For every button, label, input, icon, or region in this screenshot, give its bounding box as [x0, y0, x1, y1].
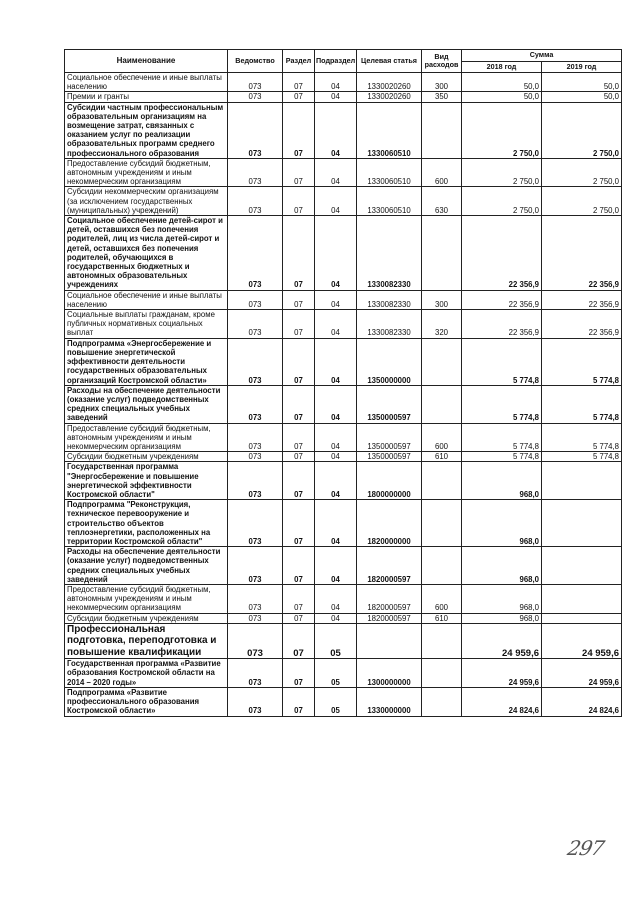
row-exp-type: 630 — [422, 187, 462, 216]
row-target: 1330082330 — [357, 216, 422, 291]
header-sum: Сумма — [462, 50, 622, 62]
row-sum-2018: 24 959,6 — [462, 659, 542, 688]
row-subsection: 04 — [315, 216, 357, 291]
row-sum-2018: 5 774,8 — [462, 338, 542, 385]
row-section: 07 — [283, 187, 315, 216]
row-sum-2019: 5 774,8 — [542, 338, 622, 385]
table-row — [65, 462, 622, 500]
row-sum-2018: 22 356,9 — [462, 290, 542, 309]
row-section: 07 — [283, 102, 315, 158]
row-subsection: 04 — [315, 187, 357, 216]
row-exp-type — [422, 338, 462, 385]
row-department: 073 — [228, 187, 283, 216]
row-name: Социальные выплаты гражданам, кроме публичных нормативных социальных выплат — [65, 310, 228, 339]
table-row — [65, 102, 622, 158]
row-sum-2019: 24 959,6 — [542, 659, 622, 688]
row-target: 1330020260 — [357, 92, 422, 102]
row-subsection: 05 — [315, 623, 357, 659]
table-row — [65, 500, 622, 547]
row-department: 073 — [228, 216, 283, 291]
table-row — [65, 187, 622, 216]
row-exp-type: 300 — [422, 73, 462, 92]
row-target: 1330020260 — [357, 73, 422, 92]
row-name: Предоставление субсидий бюджетным, автономным учреждениям и иным некоммерческим организациям — [65, 423, 228, 452]
row-exp-type: 600 — [422, 158, 462, 187]
row-subsection: 05 — [315, 687, 357, 716]
row-section: 07 — [283, 338, 315, 385]
row-exp-type: 610 — [422, 613, 462, 623]
row-section: 07 — [283, 547, 315, 585]
row-sum-2018: 2 750,0 — [462, 102, 542, 158]
row-exp-type — [422, 623, 462, 659]
row-department: 073 — [228, 423, 283, 452]
row-subsection: 04 — [315, 73, 357, 92]
row-exp-type: 610 — [422, 452, 462, 462]
row-section: 07 — [283, 290, 315, 309]
header-section: Раздел — [283, 50, 315, 73]
row-department: 073 — [228, 452, 283, 462]
row-department: 073 — [228, 338, 283, 385]
row-name: Социальное обеспечение и иные выплаты населению — [65, 290, 228, 309]
row-sum-2018: 968,0 — [462, 462, 542, 500]
row-sum-2019: 5 774,8 — [542, 423, 622, 452]
header-year-2019: 2019 год — [542, 61, 622, 73]
row-section: 07 — [283, 623, 315, 659]
page-number: 297 — [565, 836, 606, 860]
row-sum-2019 — [542, 500, 622, 547]
row-sum-2019: 24 824,6 — [542, 687, 622, 716]
row-department: 073 — [228, 500, 283, 547]
row-sum-2019: 2 750,0 — [542, 187, 622, 216]
header-department: Ведомство — [228, 50, 283, 73]
row-section: 07 — [283, 73, 315, 92]
table-row — [65, 158, 622, 187]
row-exp-type — [422, 462, 462, 500]
table-row — [65, 290, 622, 309]
row-exp-type: 320 — [422, 310, 462, 339]
row-section: 07 — [283, 92, 315, 102]
row-subsection: 04 — [315, 500, 357, 547]
row-section: 07 — [283, 423, 315, 452]
table-row — [65, 452, 622, 462]
row-subsection: 04 — [315, 547, 357, 585]
row-name: Подпрограмма "Реконструкция, техническое перевооружение и строительство объектов теплоэнергетики, расположенных на территории Костромской области" — [65, 500, 228, 547]
row-sum-2018: 5 774,8 — [462, 423, 542, 452]
row-sum-2019 — [542, 547, 622, 585]
row-subsection: 04 — [315, 423, 357, 452]
row-exp-type — [422, 659, 462, 688]
row-target: 1330060510 — [357, 187, 422, 216]
header-year-2018: 2018 год — [462, 61, 542, 73]
row-name: Государственная программа «Развитие образования Костромской области на 2014 – 2020 годы» — [65, 659, 228, 688]
row-sum-2018: 50,0 — [462, 92, 542, 102]
row-sum-2019 — [542, 462, 622, 500]
row-subsection: 04 — [315, 452, 357, 462]
row-sum-2019 — [542, 613, 622, 623]
row-sum-2019: 5 774,8 — [542, 452, 622, 462]
row-sum-2018: 22 356,9 — [462, 310, 542, 339]
row-department: 073 — [228, 385, 283, 423]
row-section: 07 — [283, 500, 315, 547]
header-subsection: Подраздел — [315, 50, 357, 73]
row-name: Расходы на обеспечение деятельности (оказание услуг) подведомственных средних специальных учебных заведений — [65, 547, 228, 585]
row-exp-type — [422, 500, 462, 547]
header-target: Целевая статья — [357, 50, 422, 73]
row-department: 073 — [228, 462, 283, 500]
row-department: 073 — [228, 310, 283, 339]
row-target: 1330060510 — [357, 102, 422, 158]
row-section: 07 — [283, 452, 315, 462]
row-exp-type — [422, 102, 462, 158]
row-target: 1330082330 — [357, 290, 422, 309]
row-department: 073 — [228, 659, 283, 688]
row-target — [357, 623, 422, 659]
row-sum-2019: 50,0 — [542, 73, 622, 92]
row-target: 1820000597 — [357, 547, 422, 585]
row-sum-2019: 5 774,8 — [542, 385, 622, 423]
row-subsection: 04 — [315, 613, 357, 623]
row-sum-2018: 2 750,0 — [462, 158, 542, 187]
row-section: 07 — [283, 216, 315, 291]
row-sum-2019: 50,0 — [542, 92, 622, 102]
row-subsection: 04 — [315, 385, 357, 423]
table-row — [65, 584, 622, 613]
row-section: 07 — [283, 462, 315, 500]
row-exp-type: 600 — [422, 423, 462, 452]
row-sum-2019: 2 750,0 — [542, 158, 622, 187]
row-target: 1350000597 — [357, 385, 422, 423]
table-row — [65, 613, 622, 623]
row-section: 07 — [283, 613, 315, 623]
table-row — [65, 216, 622, 291]
table-row — [65, 73, 622, 92]
table-row — [65, 547, 622, 585]
row-subsection: 04 — [315, 584, 357, 613]
row-sum-2019: 22 356,9 — [542, 290, 622, 309]
table-row — [65, 623, 622, 659]
row-target: 1350000000 — [357, 338, 422, 385]
row-name: Субсидии частным профессиональным образовательным организациям на возмещение затрат, связанных с оказанием услуг по реализации образовательных программ среднего профессионального образования — [65, 102, 228, 158]
row-subsection: 04 — [315, 92, 357, 102]
row-exp-type: 350 — [422, 92, 462, 102]
header-name: Наименование — [65, 50, 228, 73]
row-sum-2018: 968,0 — [462, 584, 542, 613]
row-name: Социальное обеспечение детей-сирот и детей, оставшихся без попечения родителей, лиц из числа детей-сирот и детей, оставшихся без попечения родителей, обучающихся в государственных бюджетных и автономных образовательных учреждениях — [65, 216, 228, 291]
row-target: 1820000597 — [357, 613, 422, 623]
row-target: 1350000597 — [357, 452, 422, 462]
row-sum-2018: 968,0 — [462, 547, 542, 585]
row-sum-2019: 22 356,9 — [542, 216, 622, 291]
row-exp-type — [422, 216, 462, 291]
row-section: 07 — [283, 310, 315, 339]
row-sum-2019: 22 356,9 — [542, 310, 622, 339]
row-department: 073 — [228, 102, 283, 158]
row-exp-type — [422, 385, 462, 423]
row-name: Премии и гранты — [65, 92, 228, 102]
row-sum-2018: 24 959,6 — [462, 623, 542, 659]
table-row — [65, 687, 622, 716]
row-target: 1330082330 — [357, 310, 422, 339]
row-subsection: 04 — [315, 102, 357, 158]
row-sum-2018: 24 824,6 — [462, 687, 542, 716]
row-target: 1800000000 — [357, 462, 422, 500]
row-sum-2018: 5 774,8 — [462, 385, 542, 423]
row-department: 073 — [228, 92, 283, 102]
row-target: 1330000000 — [357, 687, 422, 716]
row-sum-2018: 968,0 — [462, 613, 542, 623]
row-subsection: 04 — [315, 338, 357, 385]
row-subsection: 04 — [315, 158, 357, 187]
row-name: Субсидии некоммерческим организациям (за исключением государственных (муниципальных) учреждений) — [65, 187, 228, 216]
row-name: Подпрограмма «Развитие профессионального образования Костромской области» — [65, 687, 228, 716]
row-subsection: 04 — [315, 310, 357, 339]
row-name: Профессиональная подготовка, переподготовка и повышение квалификации — [65, 623, 228, 659]
row-department: 073 — [228, 687, 283, 716]
row-department: 073 — [228, 613, 283, 623]
row-section: 07 — [283, 158, 315, 187]
row-exp-type — [422, 547, 462, 585]
row-name: Предоставление субсидий бюджетным, автономным учреждениям и иным некоммерческим организациям — [65, 584, 228, 613]
row-department: 073 — [228, 158, 283, 187]
row-sum-2019: 24 959,6 — [542, 623, 622, 659]
row-name: Расходы на обеспечение деятельности (оказание услуг) подведомственных средних специальных учебных заведений — [65, 385, 228, 423]
table-row — [65, 310, 622, 339]
row-sum-2019: 2 750,0 — [542, 102, 622, 158]
row-target: 1300000000 — [357, 659, 422, 688]
row-exp-type: 300 — [422, 290, 462, 309]
row-subsection: 04 — [315, 462, 357, 500]
row-sum-2018: 50,0 — [462, 73, 542, 92]
row-exp-type — [422, 687, 462, 716]
budget-table — [64, 49, 622, 717]
row-department: 073 — [228, 623, 283, 659]
row-name: Государственная программа "Энергосбережение и повышение энергетической эффективности Костромской области" — [65, 462, 228, 500]
row-subsection: 04 — [315, 290, 357, 309]
row-department: 073 — [228, 73, 283, 92]
row-name: Субсидии бюджетным учреждениям — [65, 613, 228, 623]
budget-sheet — [64, 49, 621, 717]
row-name: Подпрограмма «Энергосбережение и повышение энергетической эффективности деятельности государственных образовательных организаций Костромской области» — [65, 338, 228, 385]
header-exp-type: Вид расходов — [422, 50, 462, 73]
row-section: 07 — [283, 385, 315, 423]
row-section: 07 — [283, 687, 315, 716]
row-sum-2018: 22 356,9 — [462, 216, 542, 291]
table-row — [65, 385, 622, 423]
row-name: Предоставление субсидий бюджетным, автономным учреждениям и иным некоммерческим организациям — [65, 158, 228, 187]
row-name: Субсидии бюджетным учреждениям — [65, 452, 228, 462]
table-row — [65, 423, 622, 452]
row-target: 1820000597 — [357, 584, 422, 613]
row-sum-2018: 968,0 — [462, 500, 542, 547]
row-exp-type: 600 — [422, 584, 462, 613]
row-department: 073 — [228, 547, 283, 585]
row-subsection: 05 — [315, 659, 357, 688]
row-sum-2019 — [542, 584, 622, 613]
row-sum-2018: 5 774,8 — [462, 452, 542, 462]
table-row — [65, 659, 622, 688]
row-department: 073 — [228, 290, 283, 309]
row-sum-2018: 2 750,0 — [462, 187, 542, 216]
row-target: 1350000597 — [357, 423, 422, 452]
row-section: 07 — [283, 659, 315, 688]
table-row — [65, 338, 622, 385]
row-section: 07 — [283, 584, 315, 613]
row-target: 1330060510 — [357, 158, 422, 187]
row-target: 1820000000 — [357, 500, 422, 547]
row-name: Социальное обеспечение и иные выплаты населению — [65, 73, 228, 92]
row-department: 073 — [228, 584, 283, 613]
table-row — [65, 92, 622, 102]
